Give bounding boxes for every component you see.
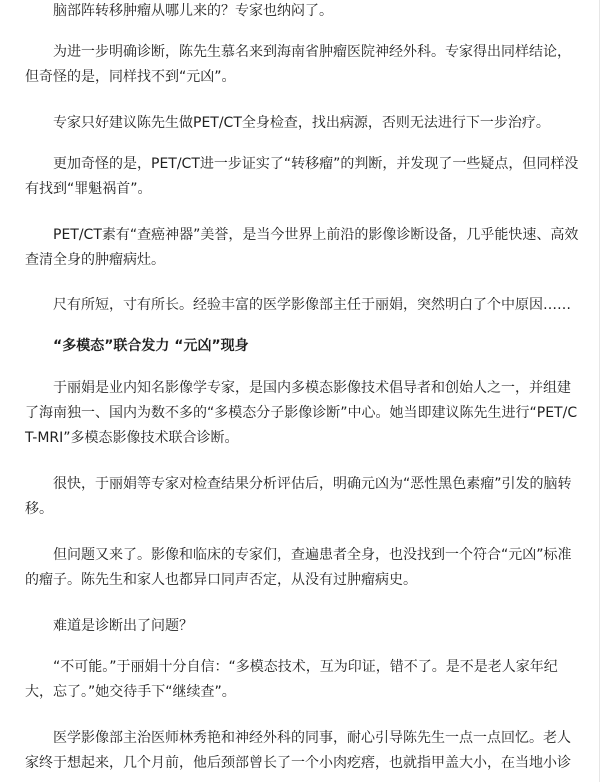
section-heading: “多模态”联合发力 “元凶”现身 [53, 338, 249, 354]
paragraph: “不可能。”于丽娟十分自信：“多模态技术，互为印证，错不了。是不是老人家年纪大，忘了。”她交待手下“继续查”。 [25, 659, 558, 700]
paragraph: 于丽娟是业内知名影像学专家，是国内多模态影像技术倡导者和创始人之一，并组建了海南独一、国内为数不多的“多模态分子影像诊断”中心。她当即建议陈先生进行“PET/CT-MRI”多模态影像技术联合诊断。 [25, 380, 578, 446]
paragraph: 很快，于丽娟等专家对检查结果分析评估后，明确元凶为“恶性黑色素瘤”引发的脑转移。 [25, 476, 572, 517]
paragraph: 脑部阵转移肿瘤从哪儿来的？专家也纳闷了。 [53, 3, 333, 19]
paragraph: 为进一步明确诊断，陈先生慕名来到海南省肿瘤医院神经外科。专家得出同样结论，但奇怪的是，同样找不到“元凶”。 [25, 44, 571, 85]
paragraph: PET/CT素有“查癌神器”美誉，是当今世界上前沿的影像诊断设备，几乎能快速、高效查清全身的肿瘤病灶。 [25, 227, 579, 268]
paragraph: 尺有所短，寸有所长。经验丰富的医学影像部主任于丽娟，突然明白了个中原因…… [53, 297, 571, 313]
paragraph: 但问题又来了。影像和临床的专家们，查遍患者全身，也没找到一个符合“元凶”标准的瘤子。陈先生和家人也都异口同声否定，从没有过肿瘤病史。 [25, 547, 572, 588]
paragraph: 医学影像部主治医师林秀艳和神经外科的同事，耐心引导陈先生一点一点回忆。老人家终于想起来，几个月前，他后颈部曾长了一个小肉疙瘩，也就指甲盖大小，在当地小诊 [25, 730, 571, 771]
paragraph: 更加奇怪的是，PET/CT进一步证实了“转移瘤”的判断，并发现了一些疑点，但同样没有找到“罪魁祸首”。 [25, 156, 579, 197]
paragraph: 难道是诊断出了问题？ [53, 618, 193, 634]
paragraph: 专家只好建议陈先生做PET/CT全身检查，找出病源，否则无法进行下一步治疗。 [53, 115, 550, 131]
